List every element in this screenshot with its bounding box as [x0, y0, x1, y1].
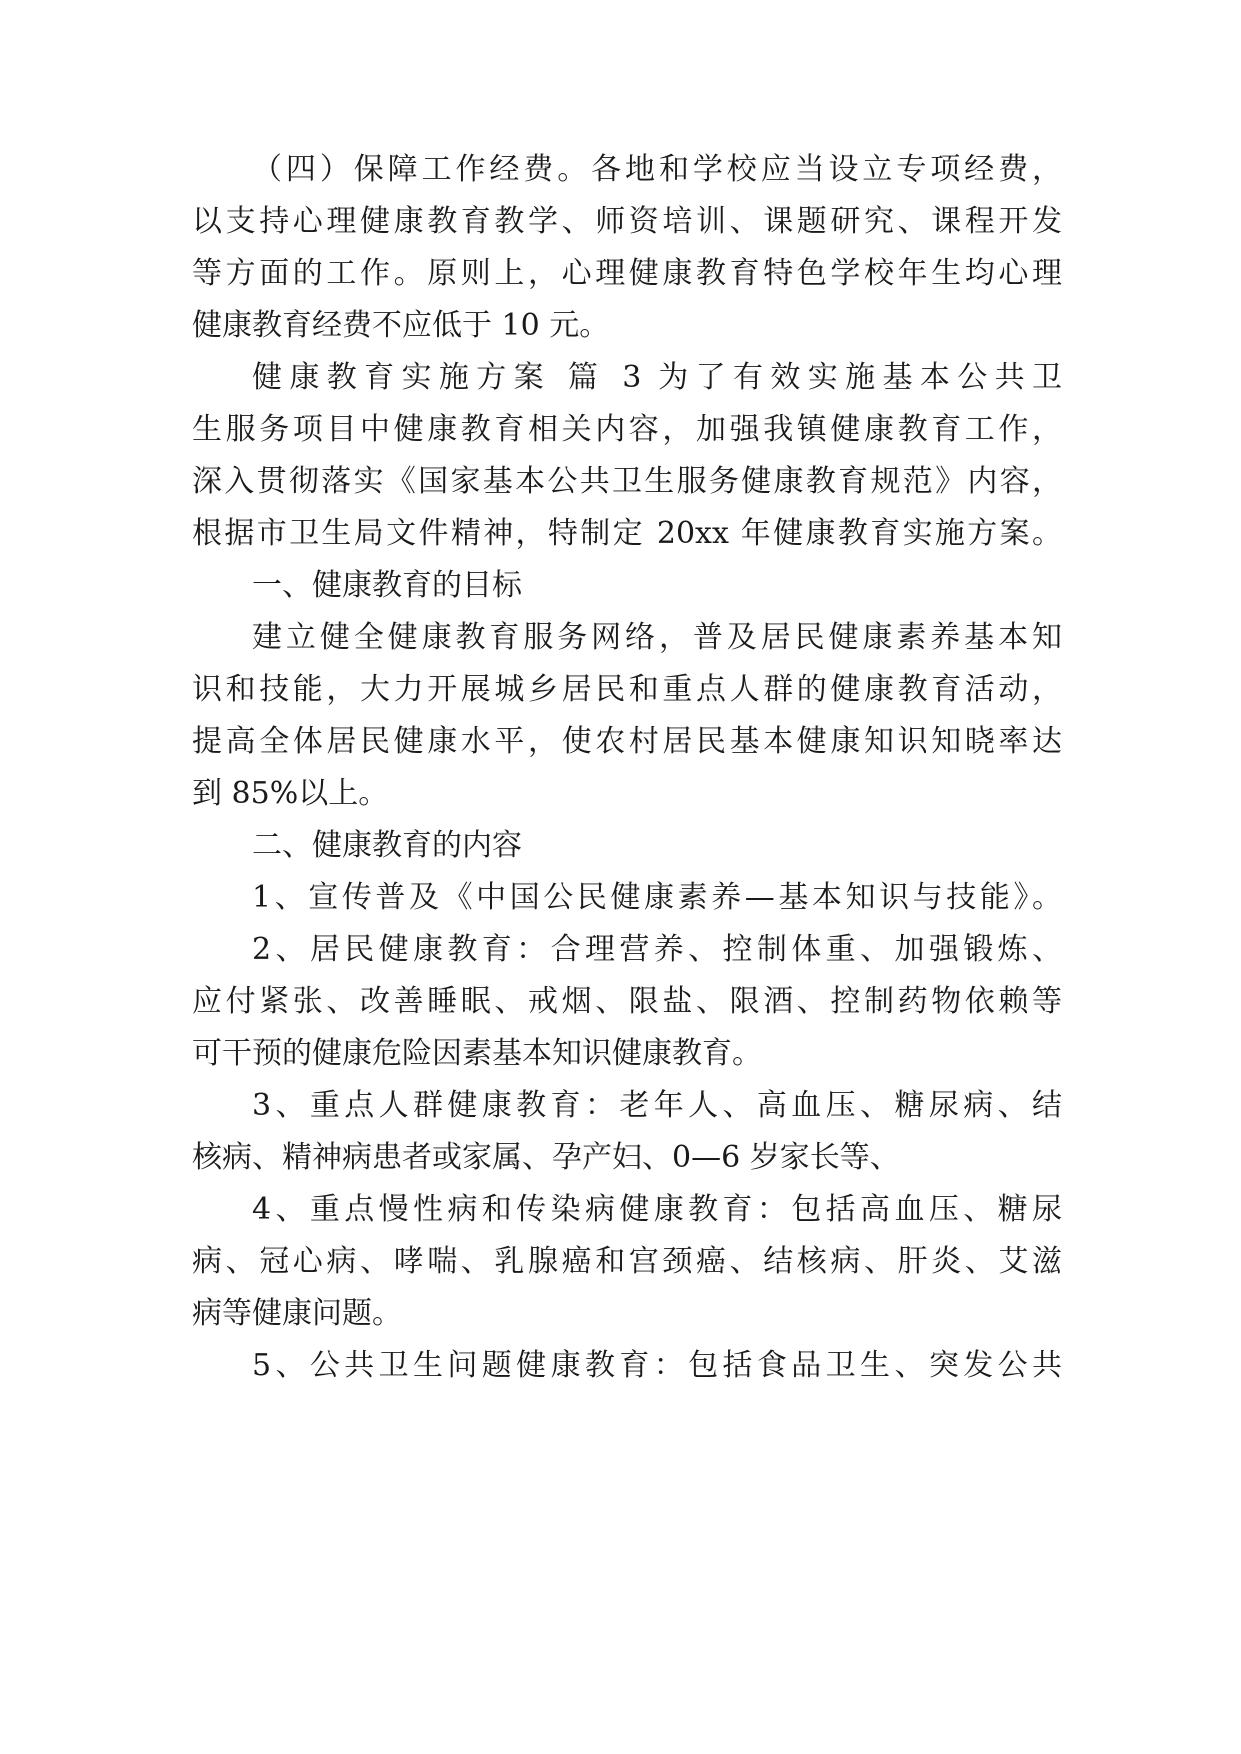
paragraph-line: （四）保障工作经费。各地和学校应当设立专项经费， — [252, 152, 1062, 187]
list-item-line: 核病、精神病患者或家属、孕产妇、0—6 岁家长等、 — [192, 1140, 900, 1175]
list-item-line: 4、重点慢性病和传染病健康教育：包括高血压、糖尿 — [252, 1192, 1062, 1227]
list-item-line: 1、宣传普及《中国公民健康素养—基本知识与技能》。 — [252, 880, 1062, 915]
paragraph-line: 深入贯彻落实《国家基本公共卫生服务健康教育规范》内容， — [192, 464, 1062, 499]
list-item-line: 应付紧张、改善睡眠、戒烟、限盐、限酒、控制药物依赖等 — [192, 984, 1062, 1019]
paragraph-line: 健康教育经费不应低于 10 元。 — [192, 308, 610, 343]
paragraph-line: 以支持心理健康教育教学、师资培训、课题研究、课程开发 — [192, 204, 1062, 239]
paragraph-line: 到 85%以上。 — [192, 776, 389, 811]
section-heading-line: 健康教育实施方案 篇 3 为了有效实施基本公共卫 — [252, 360, 1062, 395]
paragraph-line: 识和技能，大力开展城乡居民和重点人群的健康教育活动， — [192, 672, 1062, 707]
list-item-line: 病等健康问题。 — [192, 1296, 402, 1331]
list-item-line: 可干预的健康危险因素基本知识健康教育。 — [192, 1036, 762, 1071]
paragraph-line: 生服务项目中健康教育相关内容，加强我镇健康教育工作， — [192, 412, 1062, 447]
list-item-line: 5、公共卫生问题健康教育：包括食品卫生、突发公共 — [252, 1348, 1062, 1383]
subheading-content: 二、健康教育的内容 — [252, 828, 522, 863]
paragraph-line: 等方面的工作。原则上，心理健康教育特色学校年生均心理 — [192, 256, 1062, 291]
list-item-line: 病、冠心病、哮喘、乳腺癌和宫颈癌、结核病、肝炎、艾滋 — [192, 1244, 1062, 1279]
list-item-line: 3、重点人群健康教育：老年人、高血压、糖尿病、结 — [252, 1088, 1062, 1123]
subheading-goals: 一、健康教育的目标 — [252, 568, 522, 603]
paragraph-line: 提高全体居民健康水平，使农村居民基本健康知识知晓率达 — [192, 724, 1062, 759]
paragraph-line: 建立健全健康教育服务网络，普及居民健康素养基本知 — [252, 620, 1062, 655]
list-item-line: 2、居民健康教育：合理营养、控制体重、加强锻炼、 — [252, 932, 1062, 967]
paragraph-line: 根据市卫生局文件精神，特制定 20xx 年健康教育实施方案。 — [192, 516, 1062, 551]
